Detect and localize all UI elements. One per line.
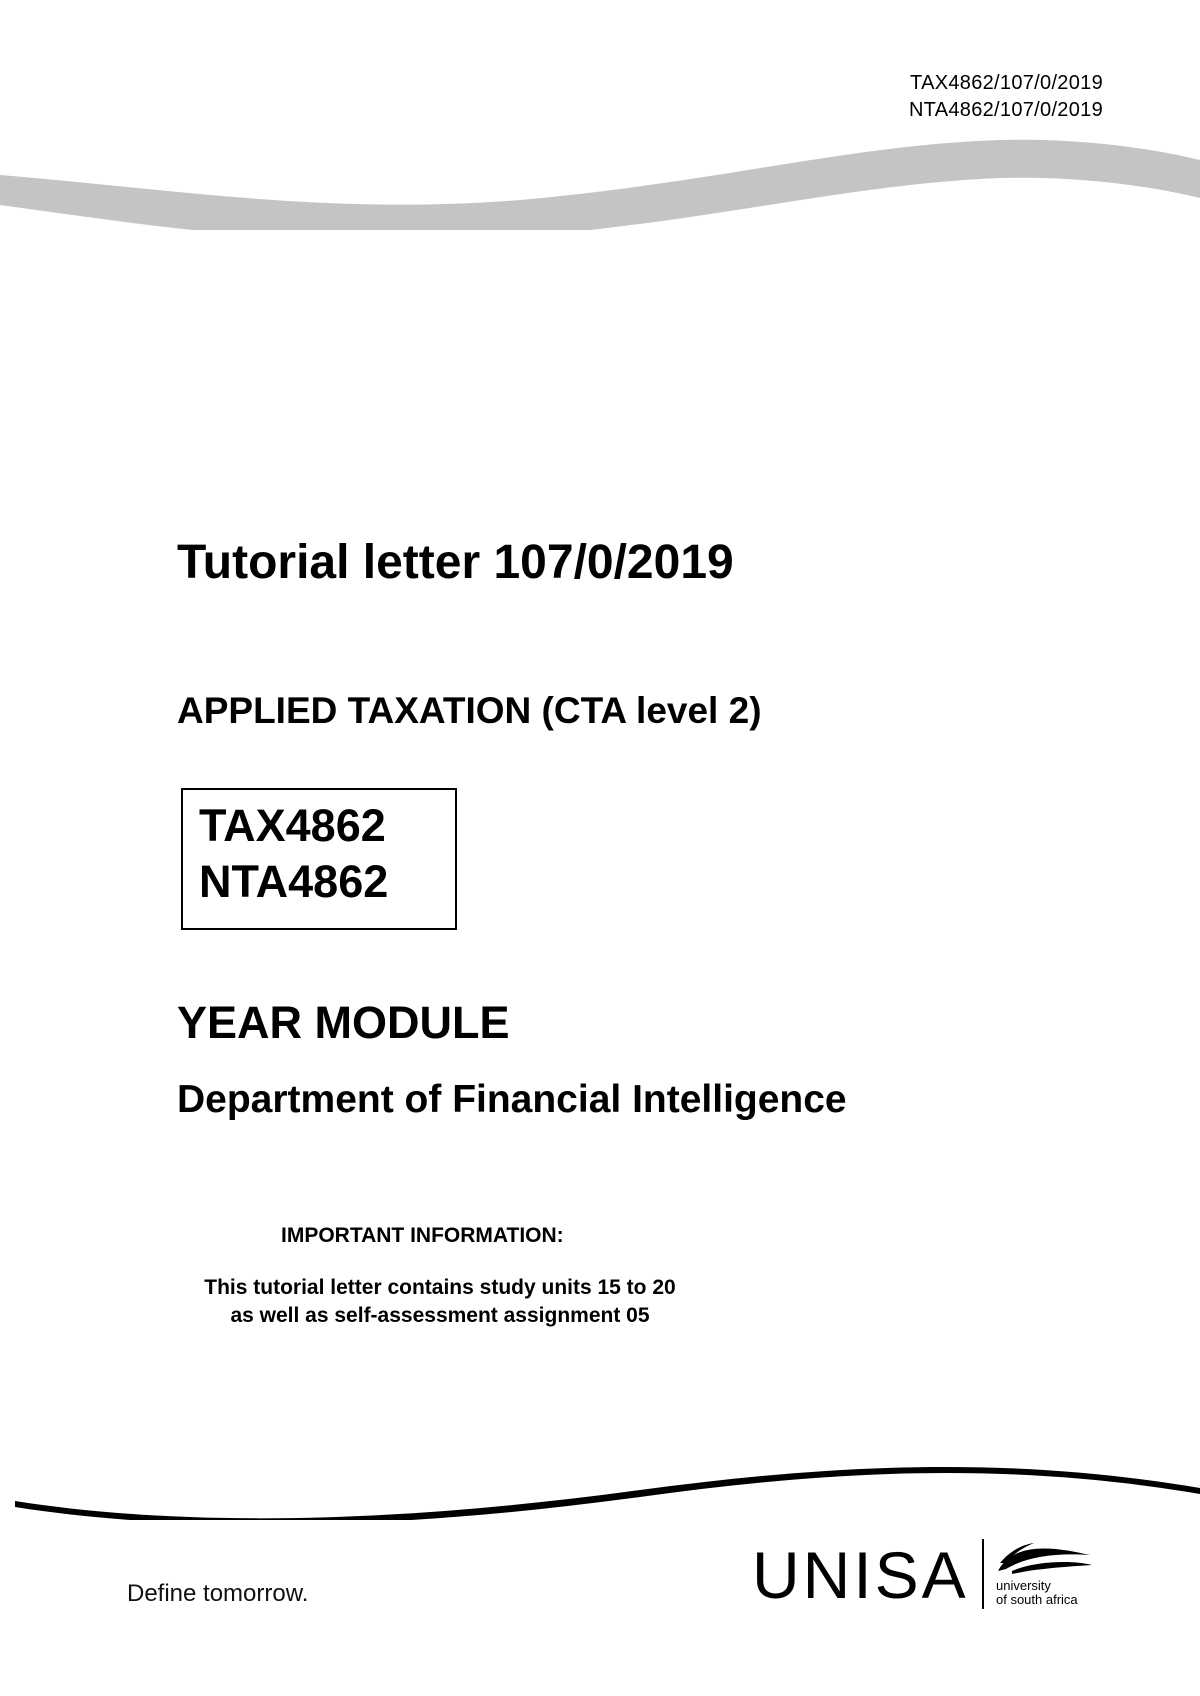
tagline: Define tomorrow. — [127, 1580, 309, 1607]
logo-wordmark: UNISA — [752, 1538, 969, 1612]
document-codes — [909, 70, 1103, 124]
logo-subtitle-line: university — [996, 1578, 1051, 1593]
module-type: YEAR MODULE — [177, 997, 510, 1048]
unisa-logo — [752, 1535, 1102, 1615]
document-code: TAX4862/107/0/2019 — [910, 72, 1103, 94]
important-heading: IMPORTANT INFORMATION: — [281, 1224, 564, 1247]
logo-subtitle-line: of south africa — [996, 1592, 1078, 1607]
important-line: This tutorial letter contains study units 15 to 20 — [204, 1276, 676, 1299]
module-code-box — [181, 788, 457, 930]
page-title: Tutorial letter 107/0/2019 — [177, 536, 734, 589]
module-code: NTA4862 — [199, 856, 389, 907]
important-body — [160, 1274, 720, 1330]
bird-logo-icon — [994, 1541, 1094, 1577]
bottom-wave-path — [15, 1467, 1200, 1520]
bottom-wave-decoration — [0, 1440, 1200, 1520]
module-code: TAX4862 — [199, 800, 386, 851]
top-wave-decoration — [0, 120, 1200, 230]
logo-subtitle — [996, 1579, 1078, 1607]
document-code: NTA4862/107/0/2019 — [908, 99, 1103, 121]
top-wave-path — [0, 140, 1200, 230]
department-name: Department of Financial Intelligence — [177, 1078, 847, 1121]
course-title: APPLIED TAXATION (CTA level 2) — [177, 690, 762, 731]
important-line: as well as self-assessment assignment 05 — [230, 1304, 650, 1327]
logo-divider — [982, 1539, 984, 1609]
